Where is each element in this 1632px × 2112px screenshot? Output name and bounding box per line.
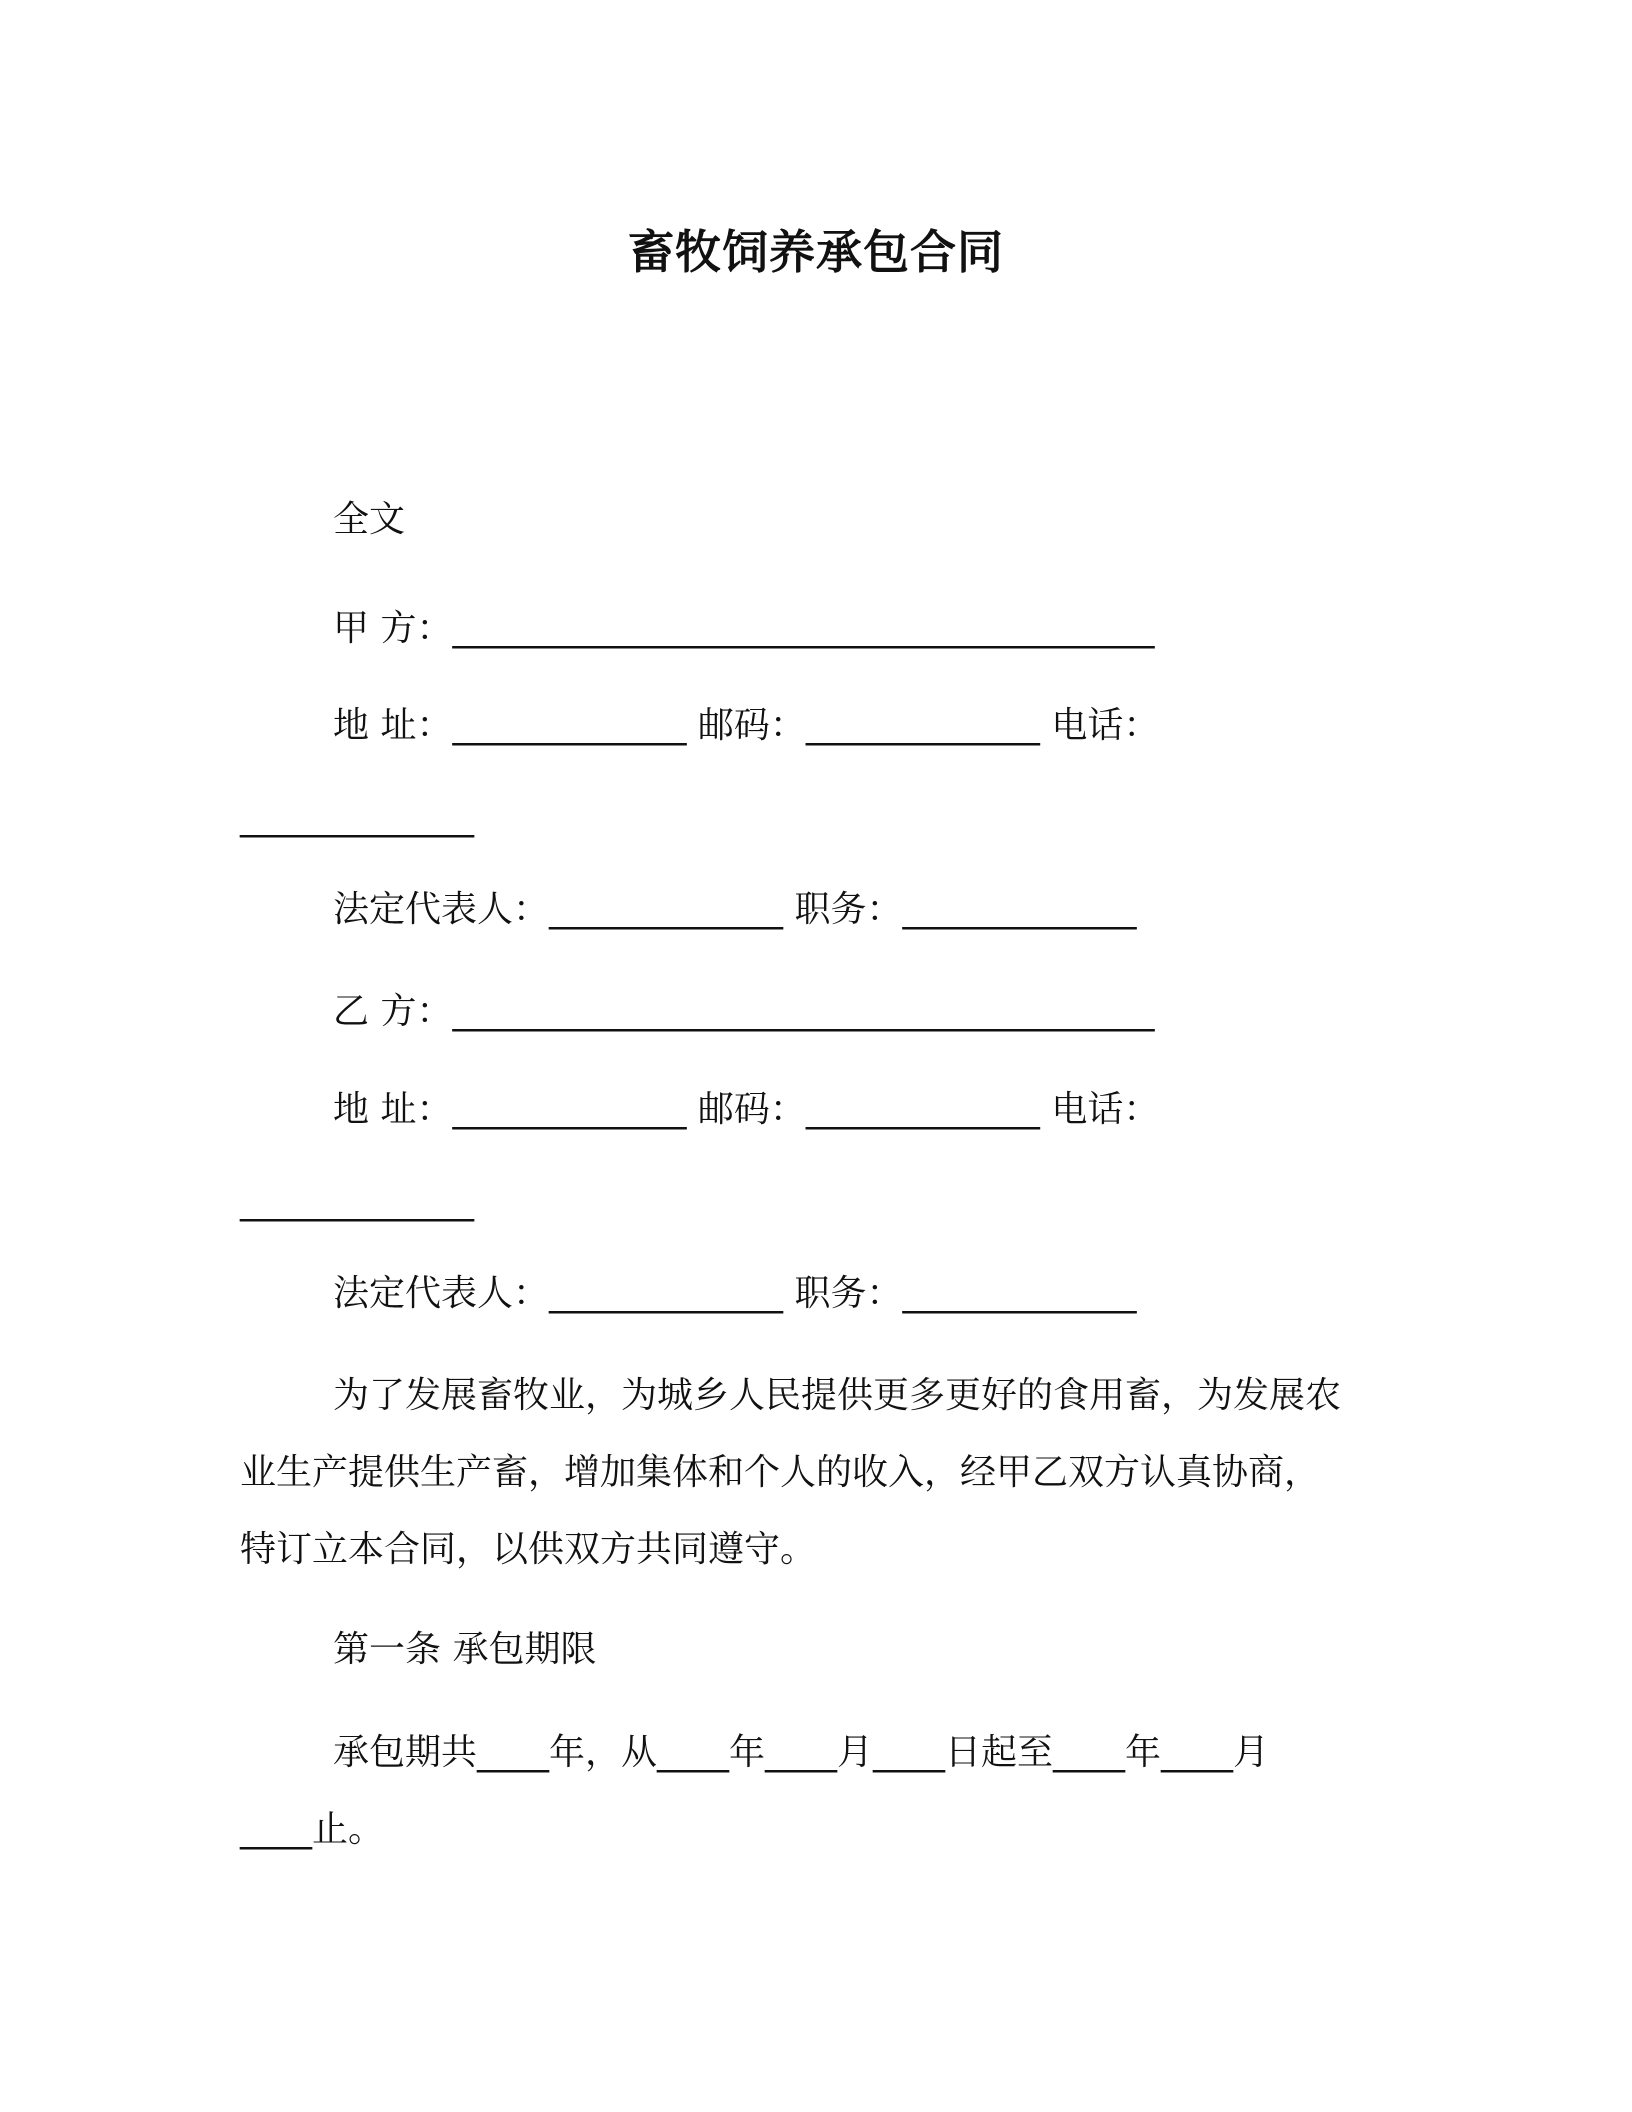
party-b-address-line: 地 址：_____________ 邮码：_____________ 电话： (333, 1089, 1160, 1130)
article-1-term-line-2: ____止。 (240, 1809, 385, 1850)
party-b-representative-line: 法定代表人：_____________ 职务：_____________ (333, 1273, 1137, 1314)
party-a-line: 甲 方：_______________________________________ (333, 608, 1155, 649)
article-1-term-line-1: 承包期共____年，从____年____月____日起至____年____月 (333, 1732, 1270, 1773)
section-label-fulltext: 全文 (333, 499, 406, 540)
document-title: 畜牧饲养承包合同 (628, 225, 1004, 279)
party-a-representative-line: 法定代表人：_____________ 职务：_____________ (333, 889, 1137, 930)
article-1-heading: 第一条 承包期限 (333, 1629, 597, 1670)
preamble-line-1: 为了发展畜牧业，为城乡人民提供更多更好的食用畜，为发展农 (333, 1375, 1342, 1416)
party-a-phone-blank: _____________ (240, 797, 474, 838)
preamble-line-3: 特订立本合同，以供双方共同遵守。 (240, 1529, 817, 1570)
party-a-address-line: 地 址：_____________ 邮码：_____________ 电话： (333, 705, 1160, 746)
party-b-phone-blank: _____________ (240, 1181, 474, 1222)
preamble-line-2: 业生产提供生产畜，增加集体和个人的收入，经甲乙双方认真协商， (240, 1452, 1321, 1493)
party-b-line: 乙 方：_______________________________________ (333, 991, 1155, 1032)
